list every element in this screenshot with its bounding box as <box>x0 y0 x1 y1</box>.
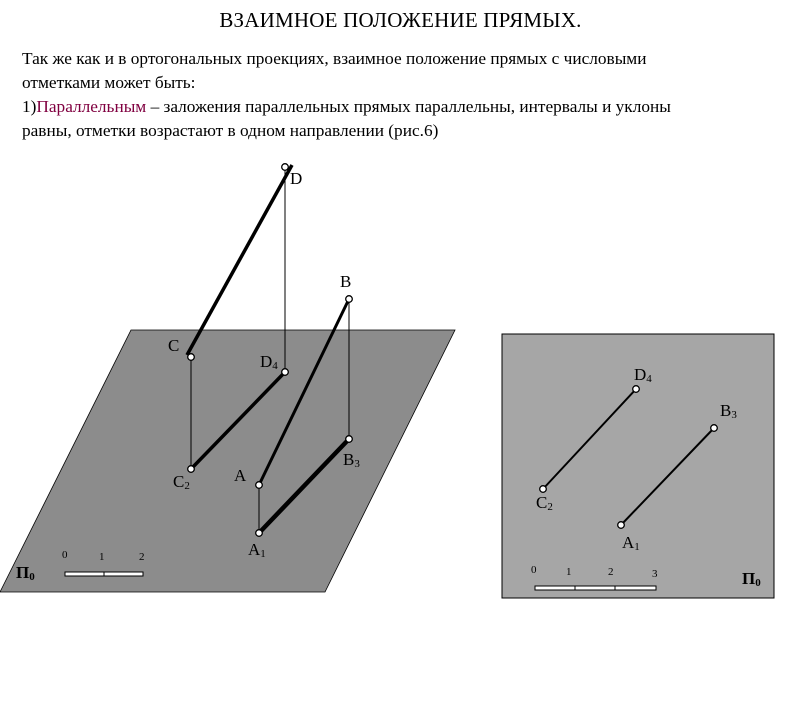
right-label-D4: D4 <box>634 365 652 385</box>
point-A1-marker <box>256 530 263 537</box>
right-scale-tick-0: 0 <box>531 564 537 576</box>
right-scale-tick-2: 2 <box>608 566 614 578</box>
right-label-B3: B3 <box>720 401 737 421</box>
term-parallel: Параллельным <box>36 97 147 116</box>
point-C-marker <box>188 354 195 361</box>
page-title: ВЗАИМНОЕ ПОЛОЖЕНИЕ ПРЯМЫХ. <box>219 8 582 32</box>
point-B3-marker <box>346 436 353 443</box>
left-plane-label: П0 <box>16 563 35 583</box>
point-A-marker <box>256 482 263 489</box>
text-line-4: равны, отметки возрастают в одном направлении (рис.6) <box>22 121 439 140</box>
right-point-A1-marker <box>618 522 625 529</box>
left-scale-tick-1: 1 <box>99 551 105 563</box>
left-projection-plane <box>0 330 455 592</box>
right-point-D4-marker <box>633 386 640 393</box>
line-CD <box>187 165 292 355</box>
right-scale-tick-1: 1 <box>566 566 572 578</box>
label-D4: D4 <box>260 352 278 372</box>
point-D-marker <box>282 164 289 171</box>
right-label-C2: C2 <box>536 493 553 513</box>
right-point-B3-marker <box>711 425 718 432</box>
right-label-A1: A1 <box>622 533 640 553</box>
label-B: B <box>340 272 352 291</box>
left-scale-tick-0: 0 <box>62 549 68 561</box>
point-C2-marker <box>188 466 195 473</box>
text-line-1: Так же как и в ортогональных проекциях, взаимное положение прямых с числовыми <box>22 49 647 68</box>
label-C: C <box>168 336 180 355</box>
left-scale-tick-2: 2 <box>139 551 145 563</box>
label-B3: B3 <box>343 450 360 470</box>
label-D: D <box>290 169 303 188</box>
label-C2: C2 <box>173 472 190 492</box>
point-B-marker <box>346 296 353 303</box>
right-plane-label: П0 <box>742 569 761 589</box>
right-scale-tick-3: 3 <box>652 568 658 580</box>
text-line-2: отметками может быть: <box>22 73 196 92</box>
right-point-C2-marker <box>540 486 547 493</box>
point-D4-marker <box>282 369 289 376</box>
list-number: 1) <box>22 97 37 116</box>
label-A1: A1 <box>248 540 266 560</box>
label-A: A <box>234 466 247 485</box>
term-definition: – заложения параллельных прямых параллельны, интервалы и уклоны <box>146 97 671 116</box>
right-scale-bar-body <box>535 586 656 590</box>
